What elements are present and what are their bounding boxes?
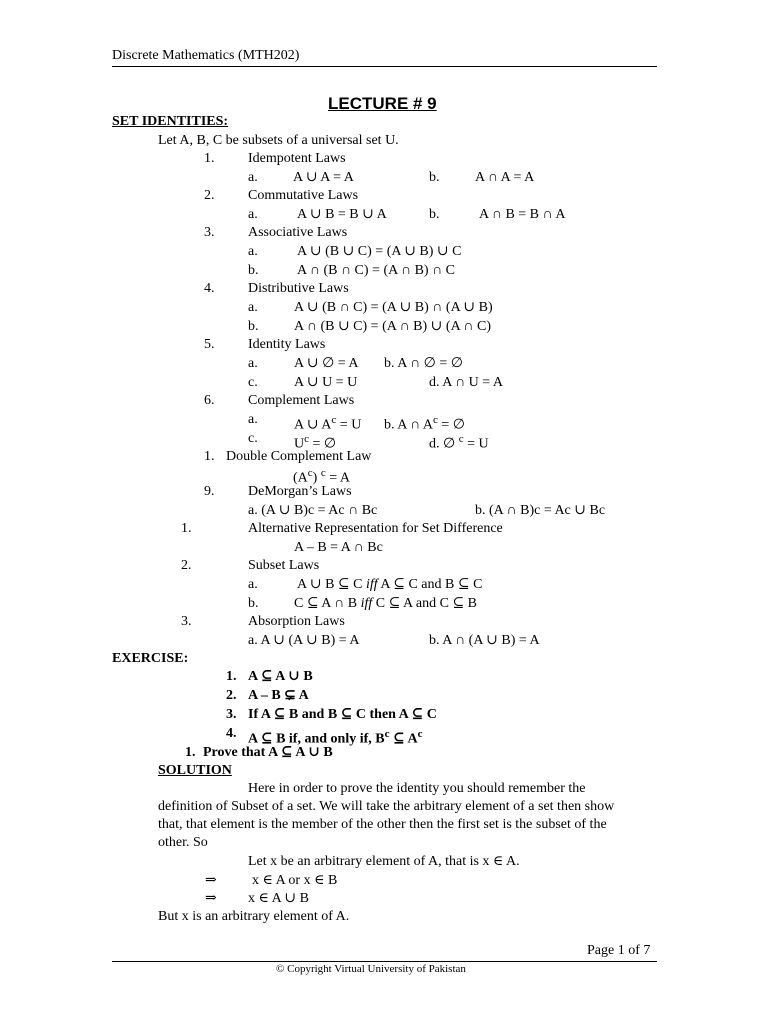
proof-step: Let x be an arbitrary element of A, that is x ∈ A. <box>248 854 520 869</box>
law-number: 1. <box>204 449 215 464</box>
law-name: Commutative Laws <box>248 188 359 203</box>
identity-formula: d. ∅ $^c$ = U <box>429 433 489 452</box>
identity-formula: d. A ∩ U = A <box>429 375 504 390</box>
identity-formula: A ∪ A = A <box>293 170 354 185</box>
identity-formula: A ∩ (B ∪ C) = (A ∩ B) ∪ (A ∩ C) <box>294 319 492 334</box>
proof-step: But x is an arbitrary element of A. <box>158 909 350 924</box>
law-name: Idempotent Laws <box>248 151 346 166</box>
copyright: © Copyright Virtual University of Pakistan <box>276 963 466 975</box>
item-label: a. <box>248 207 258 222</box>
implies-arrow-icon: ⇒ <box>205 891 217 906</box>
item-label: b. <box>248 263 259 278</box>
identity-formula: b. (A ∩ B)c = Ac ∪ Bc <box>475 503 606 518</box>
item-label: a. <box>248 244 258 259</box>
identity-formula: A ∪ U = U <box>294 375 358 390</box>
identity-formula: A ∪ (B ∩ C) = (A ∪ B) ∩ (A ∪ B) <box>294 300 493 315</box>
exercise-number: 3. <box>226 707 237 722</box>
exercise-number: 1. <box>226 669 237 684</box>
law-name: Distributive Laws <box>248 281 349 296</box>
identity-formula: b. A ∩ $A^c$ = ∅ <box>384 414 465 433</box>
law-number: 1. <box>181 521 192 536</box>
exercise-heading: EXERCISE: <box>112 651 189 666</box>
exercise-item: A ⊆ A ∪ B <box>248 669 313 684</box>
proof-heading: Prove that A ⊆ A ∪ B <box>203 745 333 760</box>
law-name: Subset Laws <box>248 558 320 573</box>
item-label: c. <box>248 431 258 446</box>
identity-formula: A ∪ ∅ = A <box>294 356 359 371</box>
identity-formula: A ∩ A = A <box>475 170 535 185</box>
paragraph-line: that, that element is the member of the other then the first set is the subset of the <box>158 817 607 832</box>
identity-formula: b. A ∩ ∅ = ∅ <box>384 356 463 371</box>
identity-formula: A ∪ (B ∪ C) = (A ∪ B) ∪ C <box>297 244 462 259</box>
paragraph-line: Here in order to prove the identity you should remember the <box>248 781 586 796</box>
law-number: 6. <box>204 393 215 408</box>
identity-formula: A ∩ (B ∩ C) = (A ∩ B) ∩ C <box>297 263 456 278</box>
identity-formula: $(A^c) ^c = A$ <box>293 467 350 486</box>
law-number: 4. <box>204 281 215 296</box>
law-name: Associative Laws <box>248 225 348 240</box>
exercise-number: 4. <box>226 726 237 741</box>
header-rule <box>112 66 657 67</box>
proof-step: x ∈ A or x ∈ B <box>252 873 338 888</box>
item-label: a. <box>248 577 258 592</box>
law-name: Double Complement Law <box>226 449 372 464</box>
item-label: b. <box>248 319 259 334</box>
item-label: a. <box>248 300 258 315</box>
item-label: c. <box>248 375 258 390</box>
implies-arrow-icon: ⇒ <box>205 873 217 888</box>
page-number: Page 1 of 7 <box>587 943 651 958</box>
identity-formula: A – B = A ∩ Bc <box>294 540 383 555</box>
footer-rule <box>112 961 657 962</box>
law-name: Complement Laws <box>248 393 355 408</box>
exercise-item: A – B ⊊ A <box>248 688 309 703</box>
law-name: Alternative Representation for Set Difference <box>248 521 503 536</box>
law-name: DeMorgan’s Laws <box>248 484 352 499</box>
identity-formula: A ∪ $A^c = U$ <box>294 414 362 433</box>
item-label: b. <box>429 170 440 185</box>
item-label: b. <box>248 596 259 611</box>
identity-formula: a. A ∪ (A ∪ B) = A <box>248 633 360 648</box>
law-name: Absorption Laws <box>248 614 345 629</box>
identity-formula: A ∪ B = B ∪ A <box>297 207 387 222</box>
lecture-title: LECTURE # 9 <box>328 94 437 113</box>
law-number: 3. <box>181 614 192 629</box>
identity-formula: a. (A ∪ B)c = Ac ∩ Bc <box>248 503 378 518</box>
item-label: a. <box>248 356 258 371</box>
item-label: a. <box>248 412 258 427</box>
law-name: Identity Laws <box>248 337 326 352</box>
proof-number: 1. <box>185 745 196 760</box>
exercise-number: 2. <box>226 688 237 703</box>
exercise-item: A ⊆ B if, and only if, $B^c$ ⊆ $A^c$ <box>248 728 423 747</box>
law-number: 5. <box>204 337 215 352</box>
identity-formula: A ∪ B ⊆ C iff A ⊆ C and B ⊆ C <box>297 577 483 592</box>
solution-heading: SOLUTION <box>158 763 232 778</box>
item-label: a. <box>248 170 258 185</box>
law-number: 2. <box>181 558 192 573</box>
item-label: b. <box>429 207 440 222</box>
law-number: 2. <box>204 188 215 203</box>
set-identities-heading: SET IDENTITIES: <box>112 114 229 129</box>
exercise-item: If A ⊆ B and B ⊆ C then A ⊆ C <box>248 707 437 722</box>
law-number: 1. <box>204 151 215 166</box>
intro-text: Let A, B, C be subsets of a universal set U. <box>158 133 399 148</box>
identity-formula: $U^c$ = ∅ <box>294 433 337 452</box>
proof-step: x ∈ A ∪ B <box>248 891 309 906</box>
paragraph-line: definition of Subset of a set. We will take the arbitrary element of a set then show <box>158 799 615 814</box>
identity-formula: C ⊆ A ∩ B iff C ⊆ A and C ⊆ B <box>294 596 478 611</box>
identity-formula: A ∩ B = B ∩ A <box>479 207 566 222</box>
paragraph-line: other. So <box>158 835 208 850</box>
header-course: Discrete Mathematics (MTH202) <box>112 48 300 63</box>
identity-formula: b. A ∩ (A ∪ B) = A <box>429 633 540 648</box>
law-number: 9. <box>204 484 215 499</box>
law-number: 3. <box>204 225 215 240</box>
